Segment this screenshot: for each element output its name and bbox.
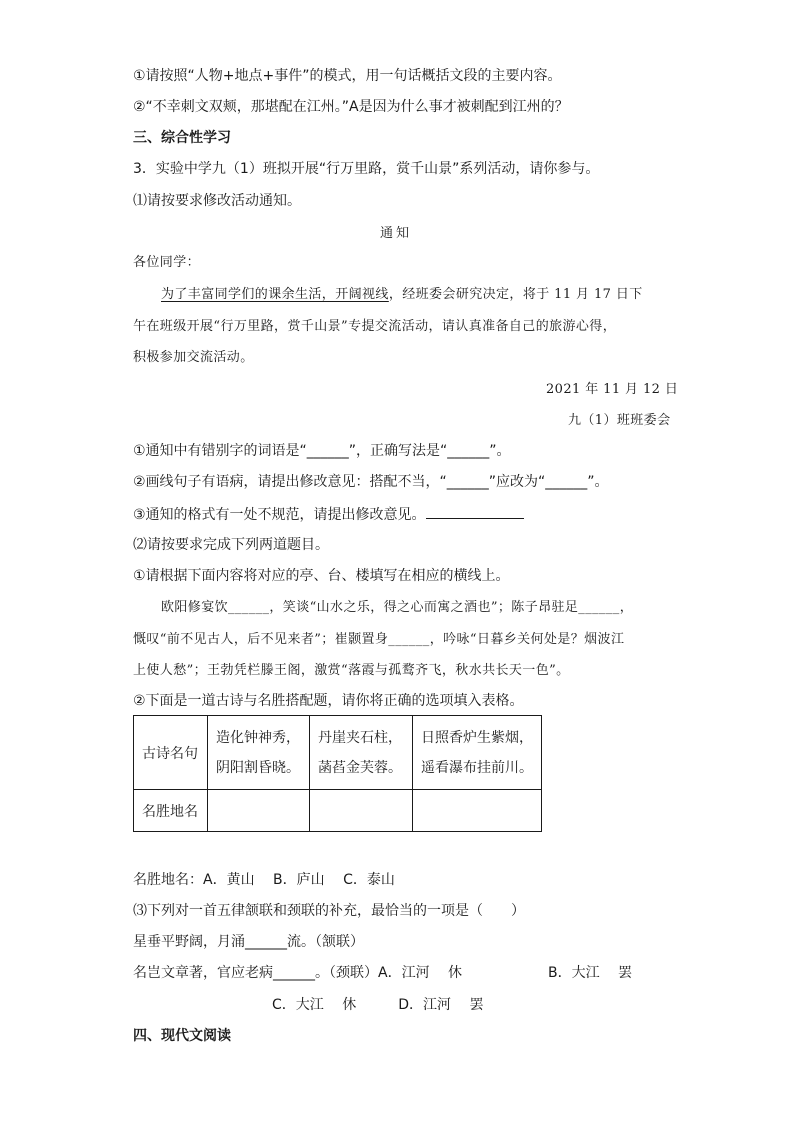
answer-cell[interactable]: [208, 790, 310, 832]
part2-sub2: ②下面是一道古诗与名胜搭配题，请你将正确的选项填入表格。: [133, 693, 524, 709]
part2-sub1: ①请根据下面内容将对应的亭、台、楼填写在相应的横线上。: [133, 568, 510, 584]
item1: ①通知中有错别字的词语是“______”，正确写法是“______”。: [133, 443, 511, 459]
notice-body-line3: 积极参加交流活动。: [133, 350, 254, 365]
poem-line: 菡萏金芙蓉。: [318, 759, 402, 776]
notice-title: 通知: [380, 226, 413, 241]
notice-greeting: 各位同学：: [133, 255, 201, 270]
q2-sub1: ①请按照“人物+地点+事件”的模式，用一句话概括文段的主要内容。: [133, 68, 562, 84]
poem-cell: [310, 716, 413, 790]
section3-heading: 三、综合性学习: [133, 130, 231, 146]
poem-line: 造化钟神秀，: [216, 729, 300, 746]
option-b: B．大江 罢: [548, 965, 633, 981]
notice-body-line2: 午在班级开展“行万里路，赏千山景”专提交流活动，请认真准备自己的旅游心得，: [133, 319, 617, 334]
table-row: [134, 790, 542, 832]
poem-cell: [208, 716, 310, 790]
poem-line: 阴阳割昏晓。: [216, 759, 300, 776]
table-row: [134, 716, 542, 790]
places-options: 名胜地名：A．黄山 B．庐山 C．泰山: [133, 872, 395, 888]
q2-sub2: ②“不幸刺文双颊，那堪配在江州。”A是因为什么事才被刺配到江州的？: [133, 99, 569, 115]
answer-cell[interactable]: [310, 790, 413, 832]
row-header-places: 名胜地名: [134, 790, 208, 832]
poem-line: 遥看瀑布挂前川。: [421, 759, 533, 776]
underlined-sentence: 为了丰富同学们的课余生活，开阔视线: [161, 287, 389, 302]
answer-cell[interactable]: [413, 790, 542, 832]
notice-body-line1: [161, 285, 643, 305]
item3-text: ③通知的格式有一处不规范，请提出修改意见。: [133, 507, 426, 523]
notice-signature: 九（1）班班委会: [568, 413, 671, 428]
item2: ②画线句子有语病，请提出修改意见：搭配不当，“______”应改为“______”。: [133, 474, 609, 490]
poem-table: [133, 715, 542, 832]
passage-line1: 欧阳修宴饮______，笑谈“山水之乐，得之心而寓之酒也”；陈子昂驻足______，: [161, 600, 634, 615]
verse1: 星垂平野阔，月涌______流。（颔联）: [133, 934, 364, 950]
answer-blank[interactable]: [426, 504, 524, 519]
part2-label: ⑵请按要求完成下列两道题目。: [133, 537, 329, 553]
part1-label: ⑴请按要求修改活动通知。: [133, 193, 301, 209]
notice-body-line1-rest: ，经班委会研究决定，将于 11 月 17 日下: [388, 287, 643, 302]
poem-line: 丹崖夹石柱，: [318, 729, 402, 746]
part3-prompt: ⑶下列对一首五律颔联和颈联的补充，最恰当的一项是（ ）: [133, 903, 525, 919]
section4-heading: 四、现代文阅读: [133, 1028, 231, 1044]
poem-line: 日照香炉生紫烟，: [421, 729, 533, 746]
passage-line3: 上使人愁”；王勃凭栏滕王阁，激赏“落霞与孤鹜齐飞，秋水共长天一色”。: [133, 663, 570, 678]
verse2-option-a: 名岂文章著，官应老病______。（颈联）A．江河 休: [133, 965, 463, 981]
q3-prompt: 3．实验中学九（1）班拟开展“行万里路，赏千山景”系列活动，请你参与。: [133, 161, 600, 177]
row-header-poems: 古诗名句: [134, 716, 208, 790]
notice-date: 2021 年 11 月 12 日: [546, 382, 679, 397]
poem-cell: [413, 716, 542, 790]
item3: [133, 504, 524, 525]
option-c-d: C．大江 休 D．江河 罢: [272, 997, 484, 1013]
passage-line2: 慨叹“前不见古人，后不见来者”；崔颢置身______，吟咏“日暮乡关何处是？烟波江: [133, 632, 625, 647]
